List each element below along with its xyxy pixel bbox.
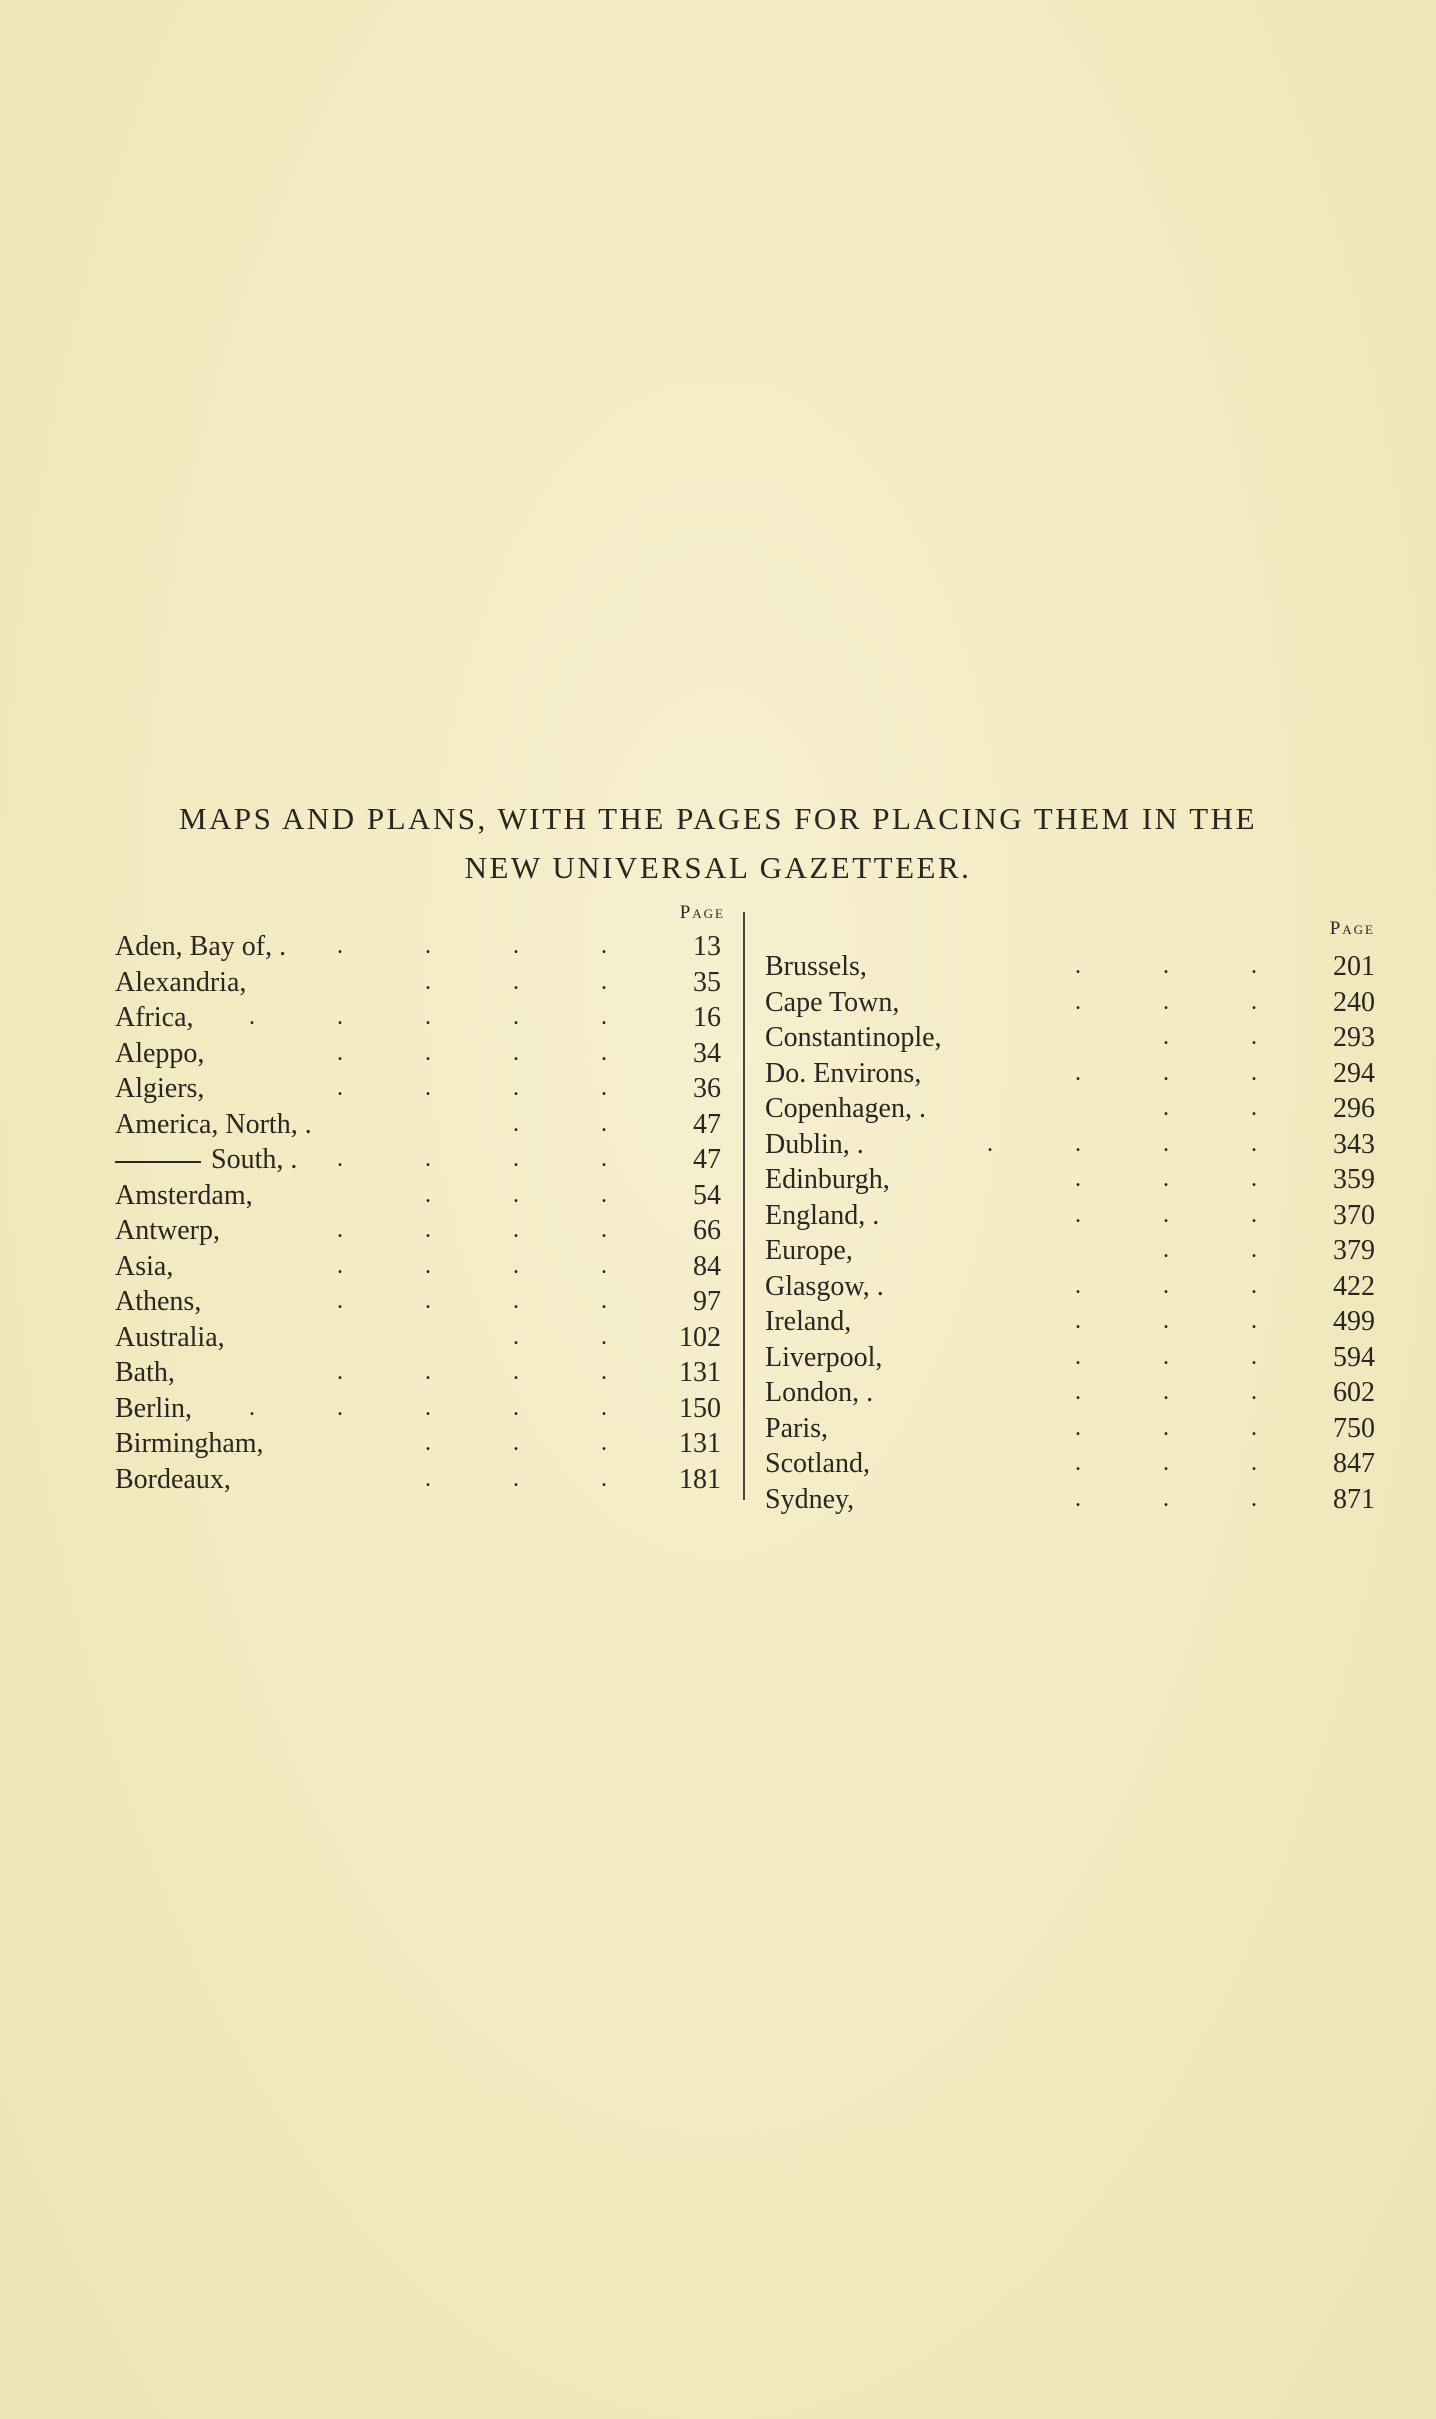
entry-page-number: 16 bbox=[693, 1002, 721, 1033]
leader-dots: . . . bbox=[1075, 1414, 1295, 1441]
index-entry bbox=[765, 1162, 1375, 1198]
entry-name: Berlin, bbox=[115, 1392, 192, 1424]
entry-page-number: 293 bbox=[1333, 1022, 1375, 1053]
page-title-line-1: MAPS AND PLANS, WITH THE PAGES FOR PLACING THEM IN THE bbox=[178, 801, 1258, 836]
entry-page-number: 847 bbox=[1333, 1448, 1375, 1479]
right-page-header: Page bbox=[1329, 918, 1375, 939]
leader-dots: . . . . bbox=[337, 933, 645, 959]
index-entry bbox=[115, 1320, 725, 1356]
entry-page-number: 47 bbox=[693, 1108, 721, 1140]
entry-page-number: 47 bbox=[693, 1144, 721, 1175]
entry-page-number: 36 bbox=[693, 1073, 721, 1104]
leader-dots: . . . . bbox=[337, 1252, 645, 1279]
entry-name bbox=[115, 1142, 297, 1178]
entry-name: Alexandria, bbox=[115, 966, 247, 998]
entry-name: America, North, . bbox=[115, 1108, 312, 1140]
index-entry bbox=[115, 1462, 725, 1498]
index-entry bbox=[115, 1107, 725, 1143]
entry-name: Bath, bbox=[115, 1357, 175, 1388]
column-divider bbox=[743, 912, 745, 1500]
index-entry bbox=[765, 1198, 1375, 1234]
entry-name: Liverpool, bbox=[765, 1341, 883, 1373]
index-entry bbox=[765, 1269, 1375, 1305]
entry-page-number: 602 bbox=[1333, 1377, 1375, 1408]
leader-dots: . . . bbox=[1075, 1272, 1295, 1299]
entry-name: Europe, bbox=[765, 1235, 853, 1266]
entry-page-number: 499 bbox=[1333, 1306, 1375, 1337]
entry-name-text: South, . bbox=[211, 1144, 298, 1175]
leader-dots: . . . bbox=[1075, 988, 1295, 1015]
leader-dots: . . bbox=[513, 1323, 645, 1350]
entry-name: Copenhagen, . bbox=[765, 1093, 926, 1124]
leader-dots: . . . . bbox=[337, 1288, 645, 1314]
entry-name: London, . bbox=[765, 1377, 874, 1408]
leader-dots: . . . . bbox=[337, 1146, 645, 1172]
entry-page-number: 54 bbox=[693, 1179, 721, 1211]
entry-page-number: 296 bbox=[1333, 1093, 1375, 1124]
index-entry bbox=[765, 1446, 1375, 1482]
entry-page-number: 201 bbox=[1333, 951, 1375, 982]
leader-dots: . . . . . bbox=[249, 1394, 645, 1421]
entry-page-number: 871 bbox=[1333, 1483, 1375, 1515]
leader-dots: . . bbox=[1163, 1237, 1295, 1263]
index-entry bbox=[765, 1020, 1375, 1056]
entry-name: Sydney, bbox=[765, 1483, 855, 1515]
leader-dots: . . . bbox=[1075, 1166, 1295, 1192]
index-entry bbox=[765, 1127, 1375, 1163]
index-entry bbox=[115, 1036, 725, 1072]
entry-page-number: 359 bbox=[1333, 1164, 1375, 1195]
leader-dots: . . . . bbox=[337, 1039, 645, 1066]
entry-page-number: 294 bbox=[1333, 1057, 1375, 1089]
entry-page-number: 240 bbox=[1333, 986, 1375, 1018]
ditto-dash bbox=[115, 1161, 201, 1163]
leader-dots: . . . bbox=[425, 1465, 645, 1492]
entry-name: Edinburgh, bbox=[765, 1164, 890, 1195]
entry-name: Africa, bbox=[115, 1002, 194, 1033]
index-entry bbox=[115, 1000, 725, 1036]
entry-name: Aleppo, bbox=[115, 1037, 205, 1069]
leader-dots: . . . bbox=[1075, 1201, 1295, 1228]
leader-dots: . . . bbox=[1075, 1059, 1295, 1086]
page-title-line-2: NEW UNIVERSAL GAZETTEER. bbox=[464, 850, 972, 885]
entry-page-number: 379 bbox=[1333, 1235, 1375, 1266]
index-entry bbox=[765, 1304, 1375, 1340]
entry-page-number: 131 bbox=[679, 1357, 721, 1388]
index-entry bbox=[115, 1391, 725, 1427]
leader-dots: . . . . bbox=[337, 1359, 645, 1385]
entry-page-number: 750 bbox=[1333, 1412, 1375, 1444]
left-entry-list bbox=[115, 929, 725, 1497]
entry-page-number: 13 bbox=[693, 931, 721, 962]
entry-name: Do. Environs, bbox=[765, 1057, 922, 1089]
left-page-header: Page bbox=[679, 902, 725, 923]
index-entry bbox=[115, 1249, 725, 1285]
entry-page-number: 84 bbox=[693, 1250, 721, 1282]
entry-name: Athens, bbox=[115, 1286, 202, 1317]
index-entry bbox=[115, 1213, 725, 1249]
entry-page-number: 34 bbox=[693, 1037, 721, 1069]
entry-name: Birmingham, bbox=[115, 1428, 264, 1459]
index-entry bbox=[765, 985, 1375, 1021]
leader-dots: . . . . bbox=[987, 1130, 1295, 1157]
index-entry bbox=[765, 1091, 1375, 1127]
entry-page-number: 66 bbox=[693, 1215, 721, 1246]
index-entry bbox=[115, 1426, 725, 1462]
index-entry bbox=[765, 1411, 1375, 1447]
entry-name: Brussels, bbox=[765, 951, 867, 982]
entry-name: Aden, Bay of, . bbox=[115, 931, 287, 962]
entry-page-number: 370 bbox=[1333, 1199, 1375, 1231]
index-entry bbox=[765, 1482, 1375, 1518]
entry-name: Asia, bbox=[115, 1250, 174, 1282]
leader-dots: . . . bbox=[425, 1430, 645, 1456]
index-entry bbox=[115, 1178, 725, 1214]
leader-dots: . . . . . bbox=[249, 1004, 645, 1030]
entry-name: Ireland, bbox=[765, 1306, 852, 1337]
leader-dots: . . . bbox=[1075, 953, 1295, 979]
entry-name: Antwerp, bbox=[115, 1215, 220, 1246]
leader-dots: . . . . bbox=[337, 1217, 645, 1243]
index-entry bbox=[765, 1056, 1375, 1092]
entry-name: Algiers, bbox=[115, 1073, 205, 1104]
index-entry bbox=[115, 965, 725, 1001]
entry-name: Constantinople, bbox=[765, 1022, 942, 1053]
entry-name: England, . bbox=[765, 1199, 880, 1231]
entry-name: Dublin, . bbox=[765, 1128, 864, 1160]
entry-name: Glasgow, . bbox=[765, 1270, 884, 1302]
leader-dots: . . . bbox=[1075, 1308, 1295, 1334]
entry-name: Cape Town, bbox=[765, 986, 900, 1018]
index-entry bbox=[115, 1284, 725, 1320]
entry-page-number: 131 bbox=[679, 1428, 721, 1459]
index-entry bbox=[765, 949, 1375, 985]
entry-name: Paris, bbox=[765, 1412, 828, 1444]
right-entry-list bbox=[765, 949, 1375, 1517]
entry-name: Australia, bbox=[115, 1321, 225, 1353]
index-entry bbox=[765, 1340, 1375, 1376]
index-entry bbox=[765, 1375, 1375, 1411]
index-entry bbox=[115, 1142, 725, 1178]
index-entry bbox=[115, 1071, 725, 1107]
entry-page-number: 102 bbox=[679, 1321, 721, 1353]
leader-dots: . . bbox=[1163, 1095, 1295, 1121]
entry-page-number: 181 bbox=[679, 1463, 721, 1495]
leader-dots: . . . bbox=[425, 968, 645, 995]
entry-name: Bordeaux, bbox=[115, 1463, 231, 1495]
leader-dots: . . . bbox=[425, 1181, 645, 1208]
entry-name: Amsterdam, bbox=[115, 1179, 253, 1211]
leader-dots: . . bbox=[1163, 1024, 1295, 1050]
entry-page-number: 594 bbox=[1333, 1341, 1375, 1373]
index-entry bbox=[765, 1233, 1375, 1269]
entry-page-number: 97 bbox=[693, 1286, 721, 1317]
leader-dots: . . . bbox=[1075, 1379, 1295, 1405]
entry-name: Scotland, bbox=[765, 1448, 870, 1479]
entry-page-number: 343 bbox=[1333, 1128, 1375, 1160]
leader-dots: . . . bbox=[1075, 1450, 1295, 1476]
index-entry bbox=[115, 1355, 725, 1391]
leader-dots: . . . . bbox=[337, 1075, 645, 1101]
leader-dots: . . . bbox=[1075, 1343, 1295, 1370]
leader-dots: . . bbox=[513, 1110, 645, 1137]
entry-page-number: 35 bbox=[693, 966, 721, 998]
entry-page-number: 150 bbox=[679, 1392, 721, 1424]
index-entry bbox=[115, 929, 725, 965]
entry-page-number: 422 bbox=[1333, 1270, 1375, 1302]
leader-dots: . . . bbox=[1075, 1485, 1295, 1512]
